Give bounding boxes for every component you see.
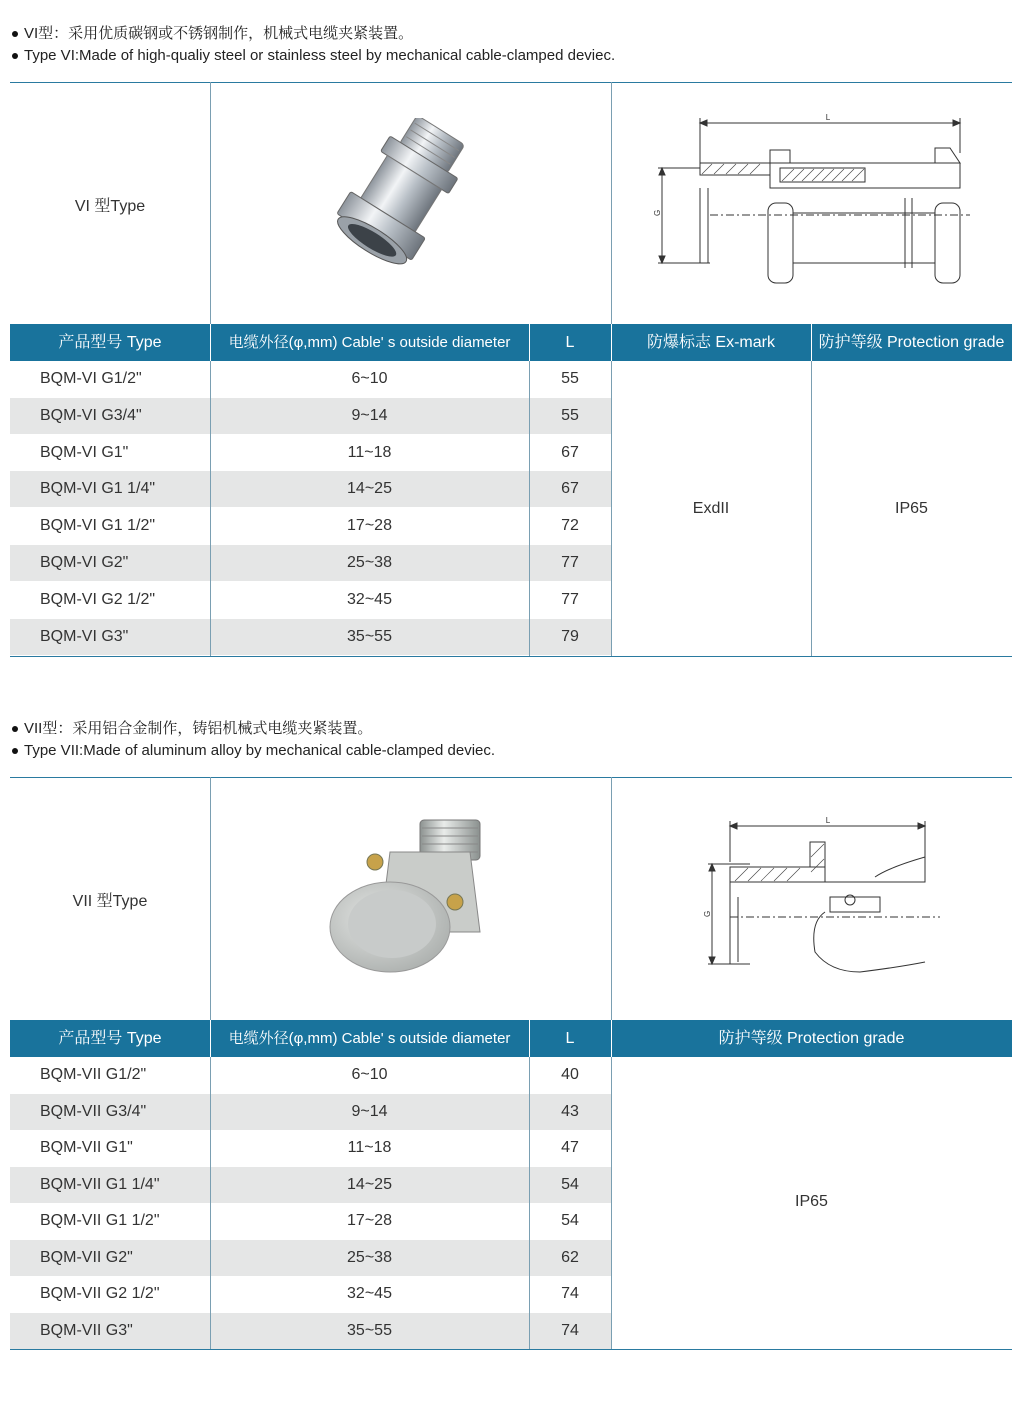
table-row [10, 1094, 611, 1130]
section2-intro-en: Type VII:Made of aluminum alloy by mechanical cable-clamped deviec. [12, 742, 495, 759]
drawing-vii-diameter-label: G [703, 910, 712, 917]
section2-header-diameter: 电缆外径(φ,mm) Cable' s outside diameter [228, 1030, 511, 1047]
model-cell: BQM-VII G1" [40, 1139, 133, 1156]
section2-table-header [10, 1020, 1012, 1057]
section2-top-rule [10, 777, 1012, 778]
model-cell: BQM-VII G1 1/2" [40, 1212, 160, 1229]
length-cell: 55 [561, 406, 579, 424]
length-cell: 67 [561, 480, 579, 498]
cable-gland-vii-photo [320, 812, 520, 982]
length-cell: 43 [561, 1102, 579, 1120]
section2-header-length: L [565, 1030, 575, 1047]
section1-intro-en: Type VI:Made of high-qualiy steel or stainless steel by mechanical cable-clamped deviec. [12, 47, 615, 64]
model-cell: BQM-VI G1/2" [40, 370, 142, 387]
table-row [10, 619, 611, 655]
length-cell: 40 [561, 1066, 579, 1083]
section1-top-rule [10, 82, 1012, 83]
length-cell: 54 [561, 1175, 579, 1193]
length-cell: 72 [561, 517, 579, 535]
table-row [10, 1276, 611, 1312]
drawing-vi-length-label: L [825, 113, 831, 122]
diameter-cell: 32~45 [347, 1285, 392, 1302]
length-cell: 54 [561, 1212, 579, 1229]
model-cell: BQM-VI G1 1/2" [40, 517, 156, 535]
diameter-cell: 9~14 [351, 1102, 388, 1120]
length-cell: 79 [561, 627, 579, 645]
diameter-cell: 11~18 [347, 443, 392, 461]
diameter-cell: 35~55 [347, 1321, 392, 1339]
section1-header-length: L [565, 334, 575, 351]
model-cell: BQM-VII G1 1/4" [40, 1175, 160, 1193]
table-row [10, 508, 611, 544]
model-cell: BQM-VII G3/4" [40, 1102, 147, 1120]
table-row [10, 1167, 611, 1203]
section2-type-label: VII 型Type [72, 893, 148, 910]
table-row [10, 1057, 611, 1093]
model-cell: BQM-VII G3" [40, 1321, 133, 1339]
model-cell: BQM-VI G1" [40, 443, 129, 461]
table-row [10, 1313, 611, 1349]
table-row [10, 1240, 611, 1276]
table-row [10, 1203, 611, 1239]
section1-exmark-value: ExdII [692, 500, 730, 517]
length-cell: 67 [561, 443, 579, 461]
section2-protection-value: IP65 [795, 1193, 828, 1210]
section1-header-type: 产品型号 Type [58, 334, 162, 351]
model-cell: BQM-VI G3" [40, 627, 129, 645]
diameter-cell: 35~55 [347, 627, 392, 645]
drawing-vii-length-label: L [825, 816, 831, 825]
diameter-cell: 6~10 [351, 1066, 388, 1083]
model-cell: BQM-VI G2 1/2" [40, 590, 156, 608]
diameter-cell: 25~38 [347, 1248, 392, 1266]
diameter-cell: 6~10 [351, 370, 388, 387]
model-cell: BQM-VI G3/4" [40, 406, 142, 424]
diameter-cell: 25~38 [347, 554, 392, 571]
diameter-cell: 17~28 [347, 1212, 392, 1229]
section2-intro-cn: VII型：采用铝合金制作，铸铝机械式电缆夹紧装置。 [12, 717, 372, 738]
section1-header-exmark: 防爆标志 Ex-mark [646, 334, 775, 351]
model-cell: BQM-VII G1/2" [40, 1066, 147, 1083]
table-row [10, 545, 611, 581]
section1-protection-value: IP65 [895, 500, 928, 517]
section1-intro-cn: VI型：采用优质碳钢或不锈钢制作，机械式电缆夹紧装置。 [12, 22, 413, 43]
section1-header-diameter: 电缆外径(φ,mm) Cable' s outside diameter [228, 334, 511, 351]
length-cell: 62 [561, 1248, 579, 1266]
model-cell: BQM-VII G2" [40, 1248, 133, 1266]
section2-header-type: 产品型号 Type [58, 1030, 162, 1047]
table-row [10, 582, 611, 618]
length-cell: 77 [561, 590, 579, 608]
table-row [10, 471, 611, 507]
length-cell: 74 [561, 1285, 579, 1302]
length-cell: 55 [561, 370, 579, 387]
diameter-cell: 14~25 [347, 1175, 392, 1193]
table-row [10, 435, 611, 471]
section2-header-protection: 防护等级 Protection grade [718, 1030, 905, 1047]
model-cell: BQM-VI G1 1/4" [40, 480, 156, 498]
table-row [10, 398, 611, 434]
diameter-cell: 9~14 [351, 406, 388, 424]
length-cell: 74 [561, 1321, 579, 1339]
section1-type-label: VI 型Type [74, 198, 146, 215]
cable-gland-vi-photo [310, 118, 480, 278]
table-row [10, 361, 611, 397]
cable-gland-vi-drawing [650, 108, 980, 298]
table-row [10, 1130, 611, 1166]
section1-header-protection: 防护等级 Protection grade [818, 334, 1005, 351]
diameter-cell: 17~28 [347, 517, 392, 535]
diameter-cell: 11~18 [347, 1139, 392, 1156]
model-cell: BQM-VI G2" [40, 554, 129, 571]
diameter-cell: 32~45 [347, 590, 392, 608]
length-cell: 77 [561, 554, 579, 571]
diameter-cell: 14~25 [347, 480, 392, 498]
cable-gland-vii-drawing [690, 812, 950, 992]
drawing-vi-diameter-label: G [653, 209, 662, 216]
section1-table-header [10, 324, 1012, 361]
model-cell: BQM-VII G2 1/2" [40, 1285, 160, 1302]
length-cell: 47 [561, 1139, 579, 1156]
